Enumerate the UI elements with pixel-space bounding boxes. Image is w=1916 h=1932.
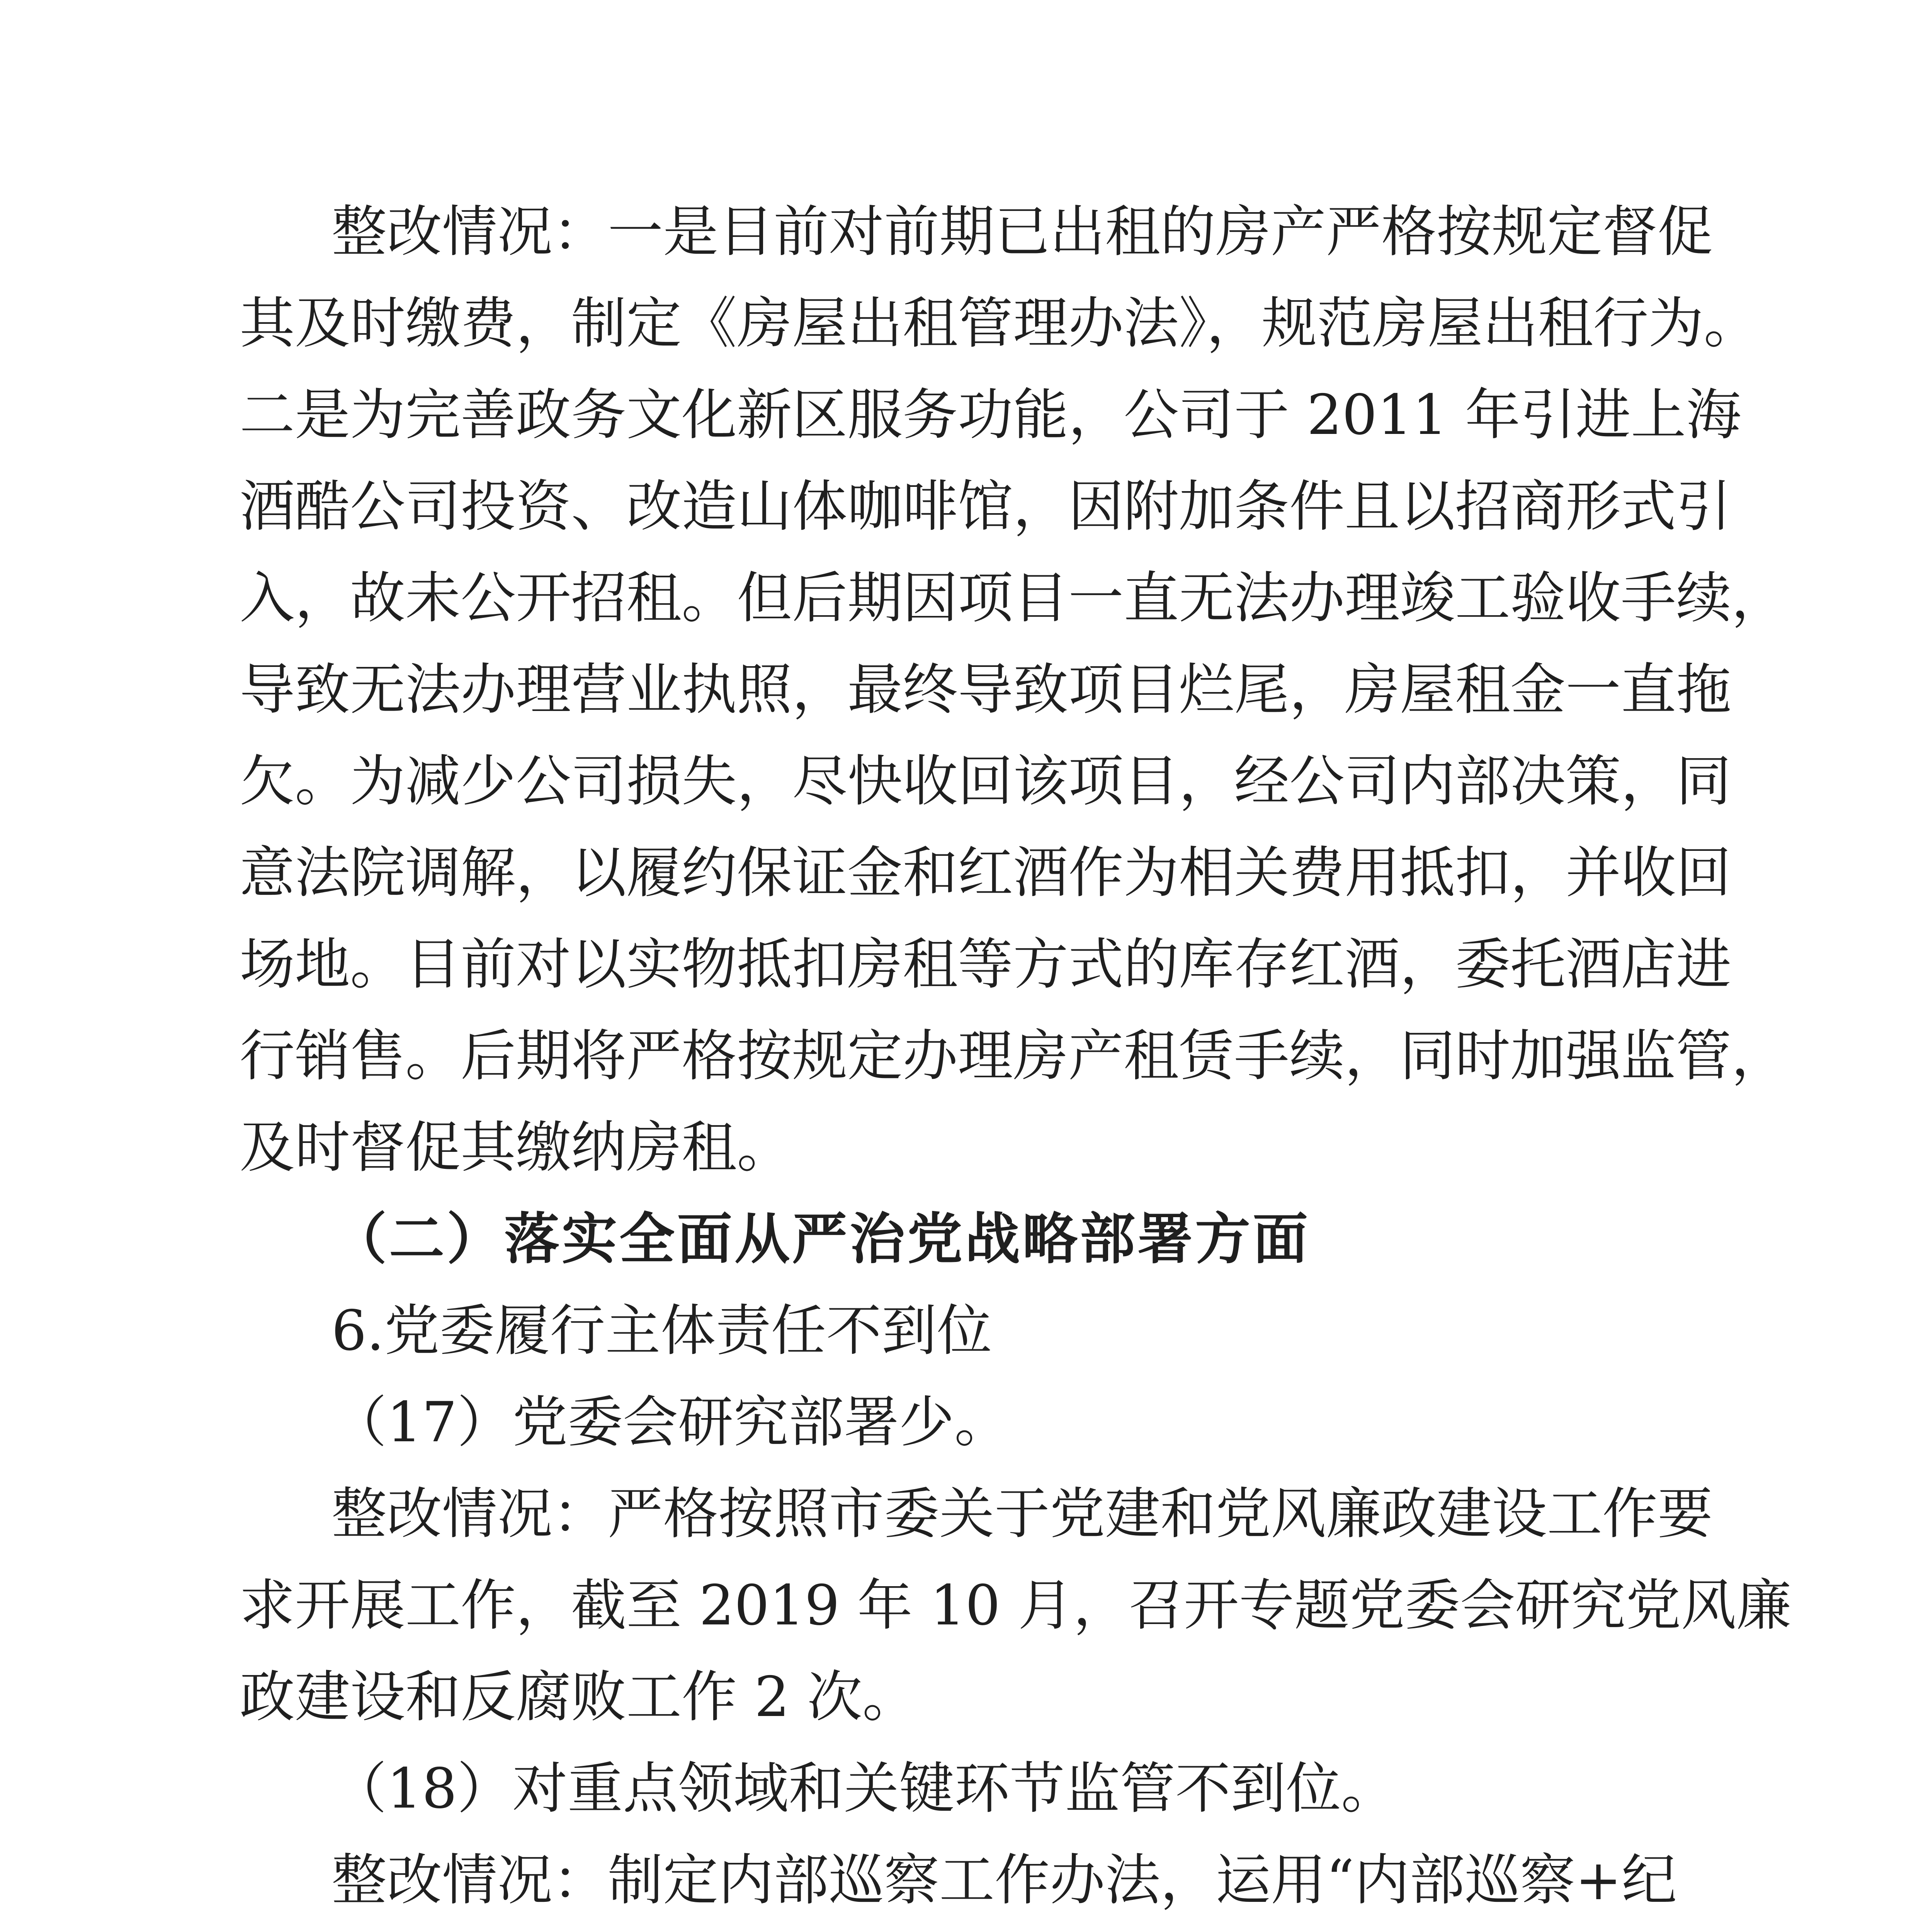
paragraph-line: 其及时缴费，制定《房屋出租管理办法》，规范房屋出租行为。 xyxy=(240,291,1759,355)
paragraph-line: 意法院调解，以履约保证金和红酒作为相关费用抵扣，并收回 xyxy=(240,840,1731,905)
paragraph-line: 整改情况：制定内部巡察工作办法，运用“内部巡察+纪 xyxy=(332,1848,1677,1912)
section-heading: （二）落实全面从严治党战略部署方面 xyxy=(332,1207,1310,1271)
paragraph-line: 导致无法办理营业执照，最终导致项目烂尾，房屋租金一直拖 xyxy=(240,657,1731,722)
paragraph-line: 欠。为减少公司损失，尽快收回该项目，经公司内部决策，同 xyxy=(240,749,1731,813)
paragraph-line: 政建设和反腐败工作 2 次。 xyxy=(240,1665,918,1729)
paragraph-line: 及时督促其缴纳房租。 xyxy=(240,1115,792,1180)
issue-item: （17）党委会研究部署少。 xyxy=(332,1390,1010,1454)
paragraph-line: 求开展工作，截至 2019 年 10 月，召开专题党委会研究党风廉 xyxy=(240,1573,1792,1638)
paragraph-line: 场地。目前对以实物抵扣房租等方式的库存红酒，委托酒店进 xyxy=(240,932,1731,997)
paragraph-line: 酒酷公司投资、改造山体咖啡馆，因附加条件且以招商形式引 xyxy=(240,474,1731,539)
subsection-heading: 6.党委履行主体责任不到位 xyxy=(332,1298,992,1363)
paragraph-line: 入，故未公开招租。但后期因项目一直无法办理竣工验收手续， xyxy=(240,566,1787,630)
paragraph-line: 整改情况：一是目前对前期已出租的房产严格按规定督促 xyxy=(332,199,1713,264)
issue-item: （18）对重点领域和关键环节监管不到位。 xyxy=(332,1756,1396,1821)
paragraph-line xyxy=(240,1929,1654,1932)
paragraph-line: 整改情况：严格按照市委关于党建和党风廉政建设工作要 xyxy=(332,1481,1713,1546)
paragraph-line: 二是为完善政务文化新区服务功能，公司于 2011 年引进上海 xyxy=(240,383,1741,447)
paragraph-line: 行销售。后期将严格按规定办理房产租赁手续，同时加强监管， xyxy=(240,1024,1787,1088)
